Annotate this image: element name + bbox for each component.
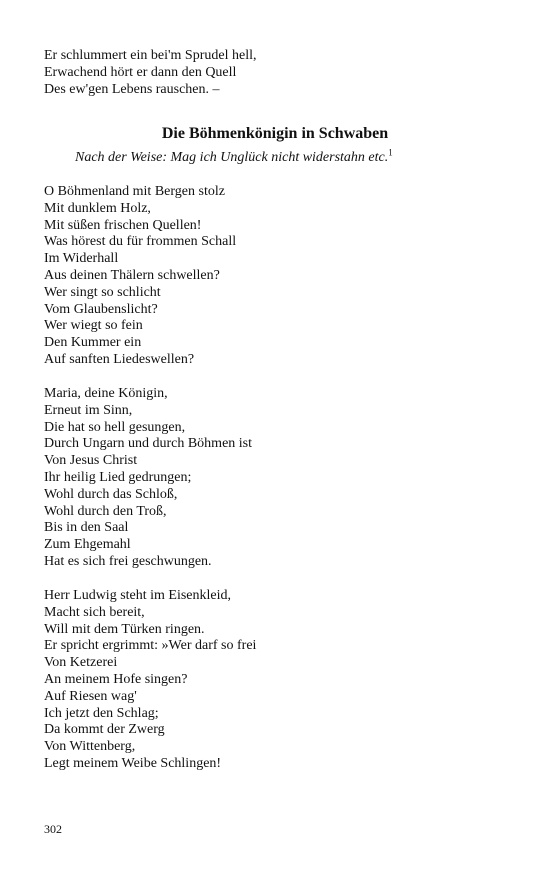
verse-line: Was hörest du für frommen Schall [44, 234, 237, 250]
verse-line: Mit dunklem Holz, [44, 200, 151, 216]
verse-line: Durch Ungarn und durch Böhmen ist [44, 436, 253, 452]
verse-line: Erneut im Sinn, [44, 402, 133, 418]
verse-line: Wohl durch den Troß, [44, 503, 167, 519]
poem-subtitle [75, 149, 393, 167]
verse-line: Aus deinen Thälern schwellen? [44, 267, 220, 283]
poem-title: Die Böhmenkönigin in Schwaben [161, 125, 389, 142]
stanza-2 [44, 386, 514, 571]
verse-line: Die hat so hell gesungen, [44, 419, 186, 435]
verse-line: Er spricht ergrimmt: »Wer darf so frei [44, 638, 257, 654]
verse-line: Ich jetzt den Schlag; [44, 705, 159, 721]
verse-line: Auf sanften Liedeswellen? [44, 351, 195, 367]
verse-line: Wer singt so schlicht [44, 284, 161, 300]
stanza-3 [44, 588, 514, 773]
page-number: 302 [44, 822, 62, 836]
stanza-1 [44, 184, 514, 369]
verse-line: Auf Riesen wag' [44, 688, 137, 704]
verse-line: Er schlummert ein bei'm Sprudel hell, [44, 48, 257, 63]
verse-line: Wohl durch das Schloß, [44, 486, 178, 502]
verse-line: Herr Ludwig steht im Eisenkleid, [44, 588, 232, 603]
verse-line: Des ew'gen Lebens rauschen. – [44, 81, 220, 97]
verse-line: Will mit dem Türken ringen. [44, 621, 205, 637]
verse-line: Im Widerhall [44, 251, 119, 267]
verse-line: O Böhmenland mit Bergen stolz [44, 184, 225, 199]
verse-line: Zum Ehgemahl [44, 537, 131, 553]
verse-line: Da kommt der Zwerg [44, 722, 165, 738]
verse-line: Vom Glaubenslicht? [44, 301, 158, 317]
verse-line: Erwachend hört er dann den Quell [44, 64, 237, 80]
verse-line: Den Kummer ein [44, 335, 142, 351]
verse-line: Macht sich bereit, [44, 604, 145, 620]
poem-subtitle-text: Nach der Weise: Mag ich Unglück nicht widerstahn etc. [75, 150, 389, 165]
verse-line: Von Ketzerei [44, 655, 118, 671]
verse-line: Von Jesus Christ [44, 453, 138, 469]
verse-line: Legt meinem Weibe Schlingen! [44, 755, 222, 771]
verse-line: An meinem Hofe singen? [44, 671, 188, 687]
intro-stanza [44, 48, 514, 98]
verse-line: Maria, deine Königin, [44, 386, 168, 401]
verse-line: Wer wiegt so fein [44, 318, 143, 334]
verse-line: Mit süßen frischen Quellen! [44, 217, 202, 233]
verse-line: Von Wittenberg, [44, 739, 136, 755]
verse-line: Hat es sich frei geschwungen. [44, 553, 212, 569]
footnote-marker: 1 [388, 147, 393, 158]
verse-line: Bis in den Saal [44, 520, 129, 536]
verse-line: Ihr heilig Lied gedrungen; [44, 469, 192, 485]
